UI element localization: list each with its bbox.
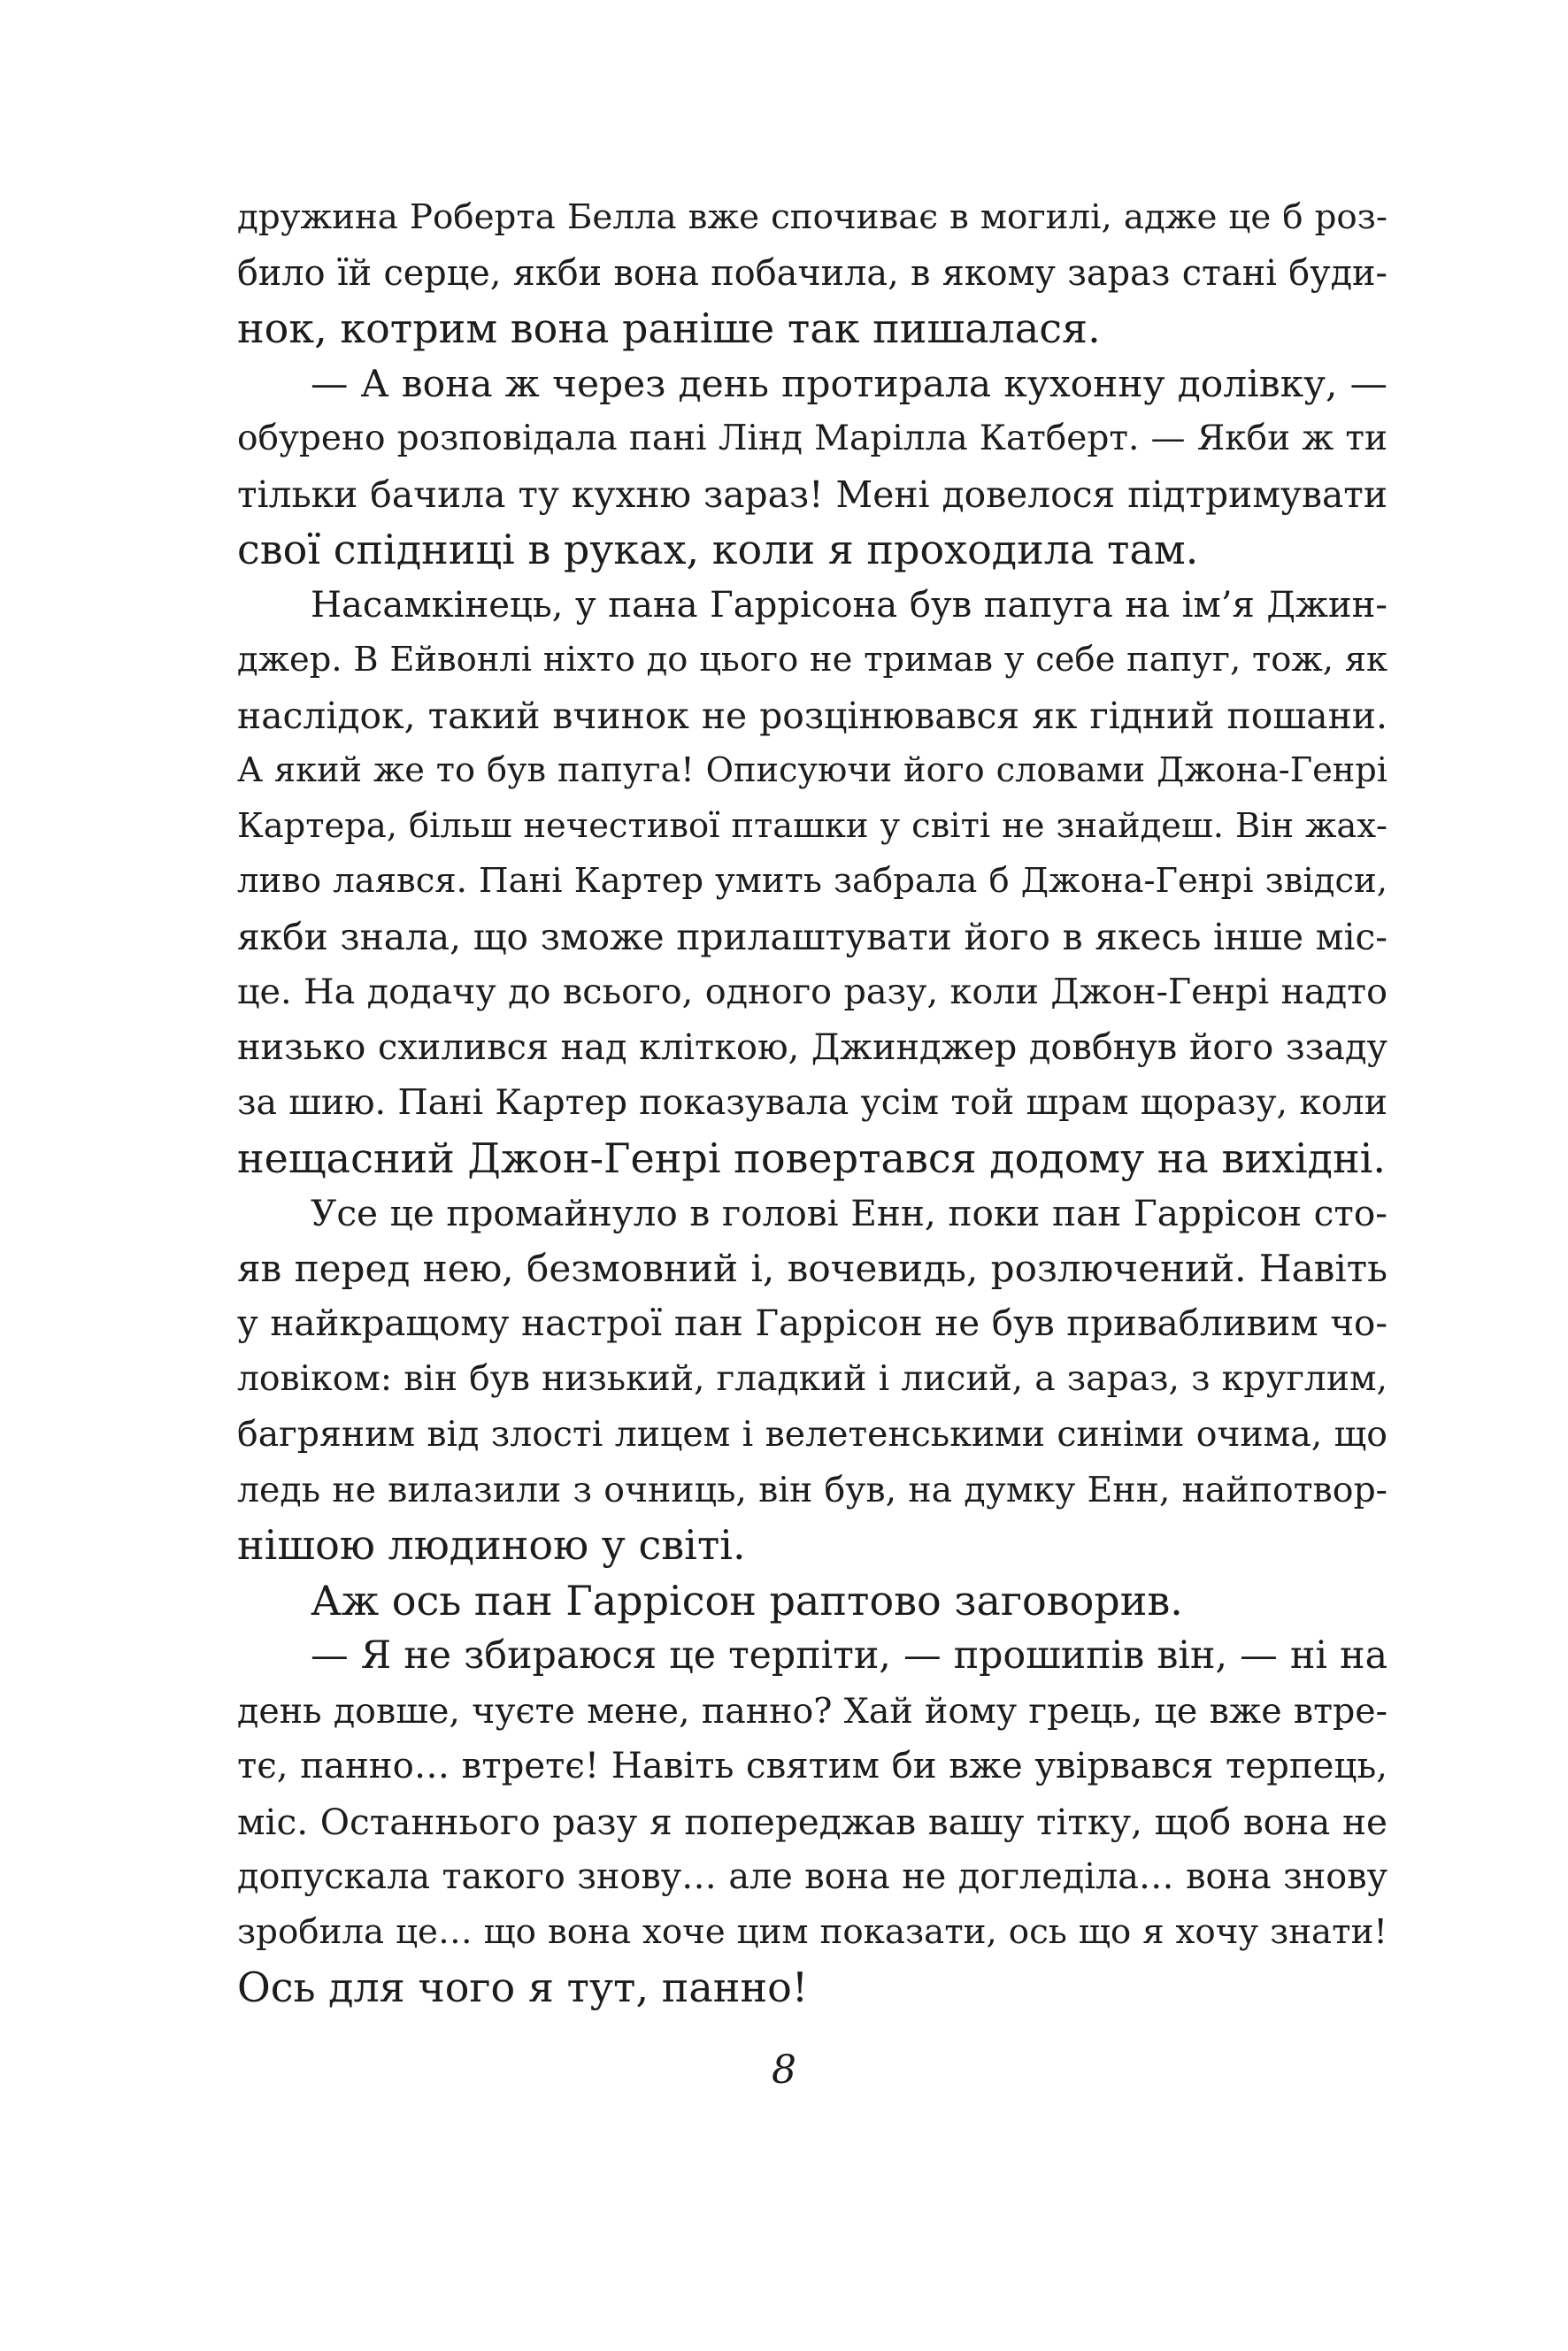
text-line: багряним від злості лицем і велетенськими синіми очима, що: [237, 1414, 1387, 1455]
text-line: наслідок, такий вчинок не розцінювався як гідний пошани.: [237, 694, 1387, 737]
text-line: дружина Роберта Белла вже спочиває в могилі, адже це б роз-: [237, 197, 1387, 237]
text-line: низько схилився над кліткою, Джинджер довбнув його ззаду: [237, 1026, 1387, 1068]
text-line: день довше, чуєте мене, панно? Хай йому грець, це вже втре-: [237, 1690, 1387, 1732]
body-text: [237, 190, 1387, 2016]
text-line: міс. Останнього разу я попереджав вашу тітку, щоб вона не: [237, 1800, 1387, 1843]
text-line: — Я не збираюся це терпіти, — прошипів він, — ні на: [311, 1633, 1387, 1678]
text-line: свої спідниці в руках, коли я проходила там.: [237, 526, 1199, 573]
text-line: якби знала, що зможе прилаштувати його в якесь інше міс-: [237, 915, 1387, 958]
text-line: зробила це… що вона хоче цим показати, ось що я хочу знати!: [237, 1911, 1387, 1952]
text-line: допускала такого знову… але вона не догледіла… вона знову: [237, 1856, 1387, 1897]
text-line: нішою людиною у світі.: [237, 1521, 746, 1569]
text-line: у найкращому настрої пан Гаррісон не був привабливим чо-: [237, 1302, 1387, 1344]
text-line: ливо лаявся. Пані Картер умить забрала б Джона-Генрі звідси,: [237, 861, 1387, 901]
text-line: — А вона ж через день протирала кухонну долівку, —: [311, 361, 1387, 405]
text-line: Картера, більш нечестивої пташки у світі не знайдеш. Він жах-: [237, 805, 1387, 846]
text-line: Усе це промайнуло в голові Енн, поки пан Гаррісон сто-: [311, 1192, 1387, 1234]
text-line: било їй серце, якби вона побачила, в якому зараз стані буди-: [237, 252, 1387, 294]
page-number: 8: [772, 2048, 796, 2093]
text-line: це. На додачу до всього, одного разу, коли Джон-Генрі надто: [237, 972, 1387, 1012]
text-line: за шию. Пані Картер показувала усім той шрам щоразу, коли: [237, 1082, 1387, 1123]
text-line: джер. В Ейвонлі ніхто до цього не тримав у себе папуг, тож, як: [237, 640, 1387, 680]
text-line: А який же то був папуга! Описуючи його словами Джона-Генрі: [237, 750, 1387, 790]
text-line: ледь не вилазили з очниць, він був, на думку Енн, найпотвор-: [237, 1469, 1387, 1510]
text-line: Аж ось пан Гаррісон раптово заговорив.: [311, 1576, 1183, 1625]
text-line: Ось для чого я тут, панно!: [237, 1963, 809, 2011]
text-line: обурено розповідала пані Лінд Марілла Катберт. — Якби ж ти: [237, 419, 1387, 458]
text-line: яв перед нею, безмовний і, вочевидь, розлючений. Навіть: [237, 1246, 1387, 1290]
text-line: нещасний Джон-Генрі повертався додому на вихідні.: [237, 1133, 1386, 1182]
text-line: тє, панно… втретє! Навіть святим би вже увірвався терпець,: [237, 1746, 1387, 1786]
text-line: ловіком: він був низький, гладкий і лисий, а зараз, з круглим,: [237, 1358, 1387, 1399]
text-line: нок, котрим вона раніше так пишалася.: [237, 304, 1101, 352]
text-line: Насамкінець, у пана Гаррісона був папуга на ім’я Джин-: [311, 584, 1387, 626]
text-line: тільки бачила ту кухню зараз! Мені довелося підтримувати: [237, 473, 1387, 516]
